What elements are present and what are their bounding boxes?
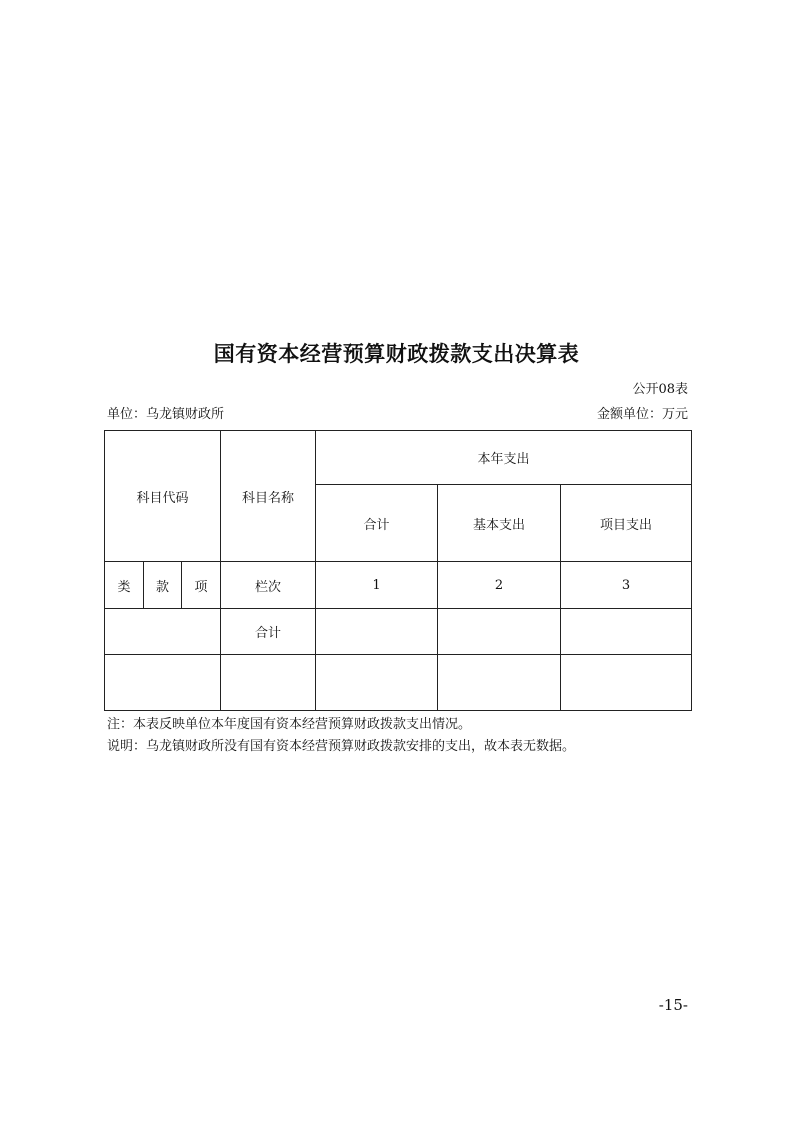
total-row-basic [438, 609, 561, 655]
table-note: 注：本表反映单位本年度国有资本经营预算财政拨款支出情况。 [107, 717, 472, 732]
total-row-code [105, 609, 221, 655]
column-1-number: 1 [316, 562, 438, 609]
subject-code-header: 科目代码 [105, 431, 221, 562]
header-row-1 [105, 431, 692, 485]
project-expenditure-header: 项目支出 [561, 485, 692, 562]
table-explanation: 说明：乌龙镇财政所没有国有资本经营预算财政拨款安排的支出，故本表无数据。 [107, 739, 576, 754]
current-year-header: 本年支出 [316, 431, 692, 485]
column-number-label: 栏次 [221, 562, 316, 609]
empty-row-name [221, 655, 316, 711]
column-number-row [105, 562, 692, 609]
column-2-number: 2 [438, 562, 561, 609]
total-header: 合计 [316, 485, 438, 562]
money-unit-label: 金额单位：万元 [596, 407, 688, 422]
basic-expenditure-header: 基本支出 [438, 485, 561, 562]
unit-label: 单位：乌龙镇财政所 [107, 407, 225, 422]
empty-row-project [561, 655, 692, 711]
expenditure-table [104, 430, 692, 711]
total-row [105, 609, 692, 655]
empty-row [105, 655, 692, 711]
column-3-number: 3 [561, 562, 692, 609]
subject-name-header: 科目名称 [221, 431, 316, 562]
item-label: 项 [182, 562, 221, 609]
total-row-label: 合计 [221, 609, 316, 655]
class-label: 类 [105, 562, 144, 609]
total-row-project [561, 609, 692, 655]
empty-row-code [105, 655, 221, 711]
empty-row-total [316, 655, 438, 711]
page-title: 国有资本经营预算财政拨款支出决算表 [213, 342, 580, 366]
section-label: 款 [144, 562, 182, 609]
page-number: -15- [658, 996, 688, 1014]
form-number: 公开08表 [632, 382, 688, 397]
empty-row-basic [438, 655, 561, 711]
total-row-total [316, 609, 438, 655]
